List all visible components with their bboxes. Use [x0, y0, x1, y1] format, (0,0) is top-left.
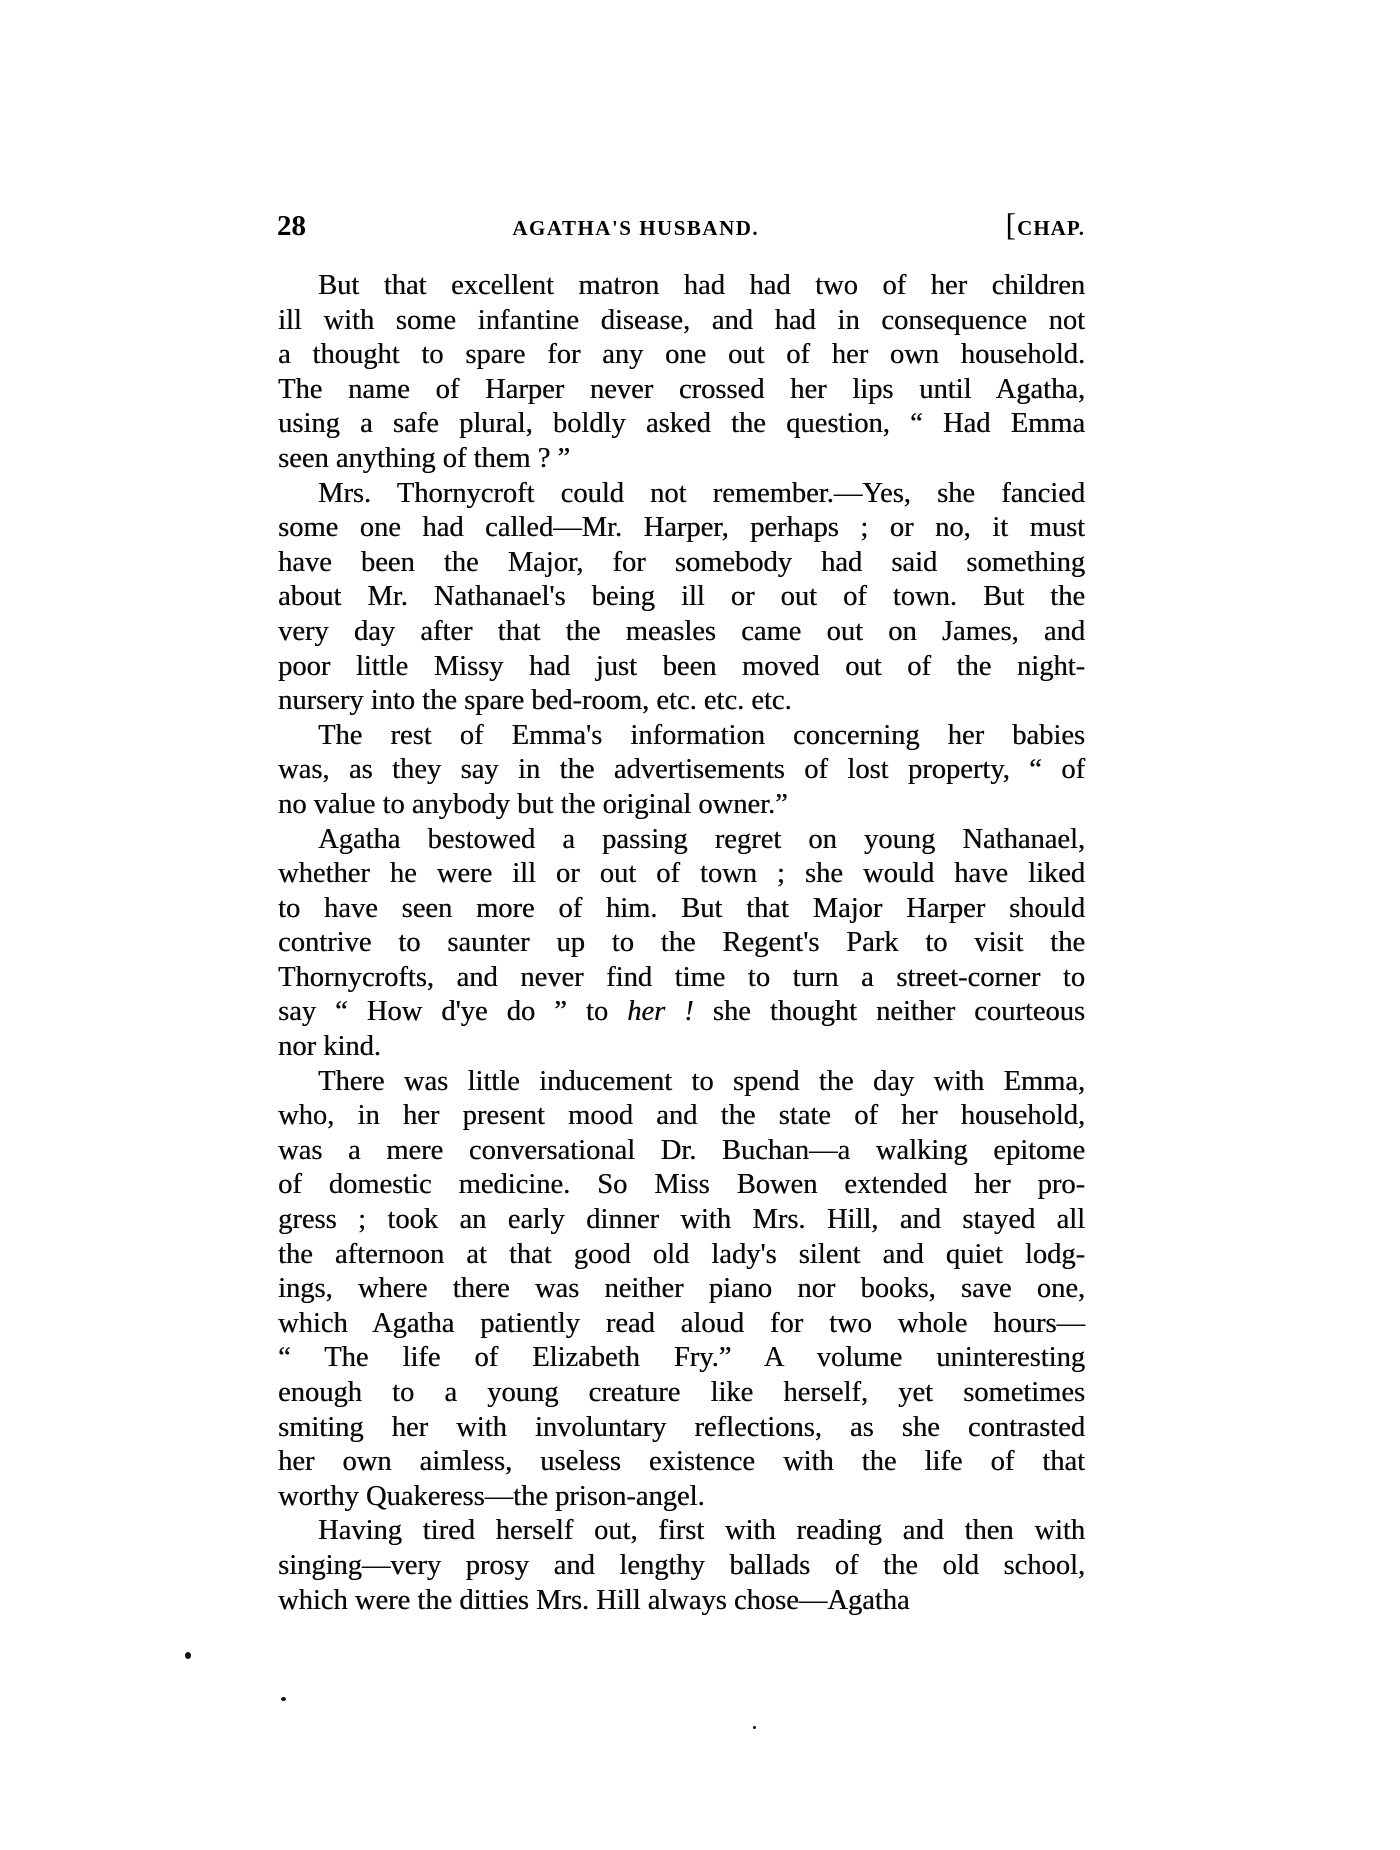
text-line	[278, 1030, 1085, 1065]
text-line	[278, 373, 1085, 408]
line-text: she thought neither courteous	[693, 996, 1085, 1028]
text-line	[278, 546, 1085, 581]
text-line	[278, 1341, 1085, 1376]
text-line	[278, 650, 1085, 685]
text-line	[278, 719, 1085, 754]
line-text: Thornycrofts, and never find time to turn a street-corner to	[278, 961, 1085, 993]
line-text: nursery into the spare bed-room, etc. etc. etc.	[278, 685, 792, 717]
line-text: her own aimless, useless existence with the life of that	[278, 1446, 1085, 1478]
line-text: smiting her with involuntary reflections, as she contrasted	[278, 1411, 1085, 1443]
text-line	[278, 442, 1085, 477]
line-text: whether he were ill or out of town ; she would have liked	[278, 858, 1085, 890]
line-text: gress ; took an early dinner with Mrs. Hill, and stayed all	[278, 1204, 1085, 1236]
line-text: contrive to saunter up to the Regent's Park to visit the	[278, 927, 1085, 959]
text-line	[278, 926, 1085, 961]
paragraph	[278, 1514, 1085, 1618]
line-text: a thought to spare for any one out of her own household.	[278, 339, 1085, 371]
line-text: which Agatha patiently read aloud for two whole hours—	[278, 1307, 1085, 1339]
text-line	[278, 1514, 1085, 1549]
line-text: worthy Quakeress—the prison-angel.	[278, 1480, 705, 1512]
line-text: say “ How d'ye do ” to	[278, 996, 628, 1028]
line-text: which were the ditties Mrs. Hill always chose—Agatha	[278, 1584, 910, 1616]
text-line	[278, 995, 1085, 1030]
text-line	[278, 511, 1085, 546]
line-text: was a mere conversational Dr. Buchan—a walking epitome	[278, 1134, 1085, 1166]
text-line	[278, 1065, 1085, 1100]
text-line	[278, 338, 1085, 373]
paragraph	[278, 477, 1085, 719]
page-number: 28	[277, 210, 306, 242]
text-line	[278, 1168, 1085, 1203]
text-line	[278, 580, 1085, 615]
scan-speck	[185, 1652, 191, 1659]
line-text: poor little Missy had just been moved out of the night-	[278, 650, 1085, 682]
bracket-glyph: [	[1005, 206, 1018, 242]
line-text: no value to anybody but the original owner.”	[278, 788, 788, 820]
text-line	[278, 1445, 1085, 1480]
line-text: ill with some infantine disease, and had in consequence not	[278, 304, 1085, 336]
scan-speck	[753, 1726, 756, 1729]
line-text: The rest of Emma's information concerning her babies	[318, 719, 1085, 751]
text-line	[278, 788, 1085, 823]
paragraph	[278, 269, 1085, 477]
text-line	[278, 1480, 1085, 1515]
text-line	[278, 857, 1085, 892]
running-head	[277, 207, 1085, 242]
italic-emphasis: her !	[627, 996, 694, 1028]
text-line	[278, 269, 1085, 304]
text-line	[278, 1134, 1085, 1169]
text-line	[278, 477, 1085, 512]
text-line	[278, 304, 1085, 339]
chapter-mark	[1006, 207, 1085, 246]
paragraph	[278, 719, 1085, 823]
text-line	[278, 892, 1085, 927]
line-text: “ The life of Elizabeth Fry.” A volume uninteresting	[278, 1342, 1085, 1374]
line-text: the afternoon at that good old lady's silent and quiet lodg-	[278, 1238, 1085, 1270]
line-text: seen anything of them ? ”	[278, 442, 571, 474]
text-line	[278, 1549, 1085, 1584]
text-line	[278, 961, 1085, 996]
body-text	[278, 269, 1085, 1618]
text-line	[278, 1307, 1085, 1342]
line-text: But that excellent matron had had two of her children	[318, 270, 1085, 301]
text-line	[278, 1411, 1085, 1446]
line-text: singing—very prosy and lengthy ballads of the old school,	[278, 1549, 1085, 1581]
text-line	[278, 1203, 1085, 1238]
text-line	[278, 753, 1085, 788]
line-text: was, as they say in the advertisements of lost property, “ of	[278, 754, 1085, 786]
line-text: to have seen more of him. But that Major Harper should	[278, 892, 1085, 924]
line-text: have been the Major, for somebody had said something	[278, 546, 1085, 578]
paragraph	[278, 823, 1085, 1065]
line-text: some one had called—Mr. Harper, perhaps ; or no, it must	[278, 512, 1085, 544]
paragraph	[278, 1065, 1085, 1515]
line-text: ings, where there was neither piano nor books, save one,	[278, 1273, 1085, 1305]
text-line	[278, 1584, 1085, 1619]
text-line	[278, 1099, 1085, 1134]
line-text: There was little inducement to spend the day with Emma,	[318, 1065, 1085, 1097]
chapter-label: CHAP.	[1017, 216, 1085, 240]
text-line	[278, 1376, 1085, 1411]
text-line	[278, 615, 1085, 650]
line-text: The name of Harper never crossed her lips until Agatha,	[278, 373, 1085, 405]
running-title: AGATHA'S HUSBAND.	[512, 216, 760, 240]
line-text: very day after that the measles came out on James, and	[278, 615, 1085, 647]
text-line	[278, 684, 1085, 719]
line-text: using a safe plural, boldly asked the question, “ Had Emma	[278, 408, 1085, 440]
line-text: about Mr. Nathanael's being ill or out of town. But the	[278, 581, 1085, 613]
text-line	[278, 1238, 1085, 1273]
line-text: Agatha bestowed a passing regret on young Nathanael,	[318, 823, 1085, 855]
text-line	[278, 1272, 1085, 1307]
scan-speck	[281, 1697, 286, 1701]
line-text: nor kind.	[278, 1031, 381, 1063]
line-text: Mrs. Thornycroft could not remember.—Yes, she fancied	[318, 477, 1085, 509]
line-text: enough to a young creature like herself, yet sometimes	[278, 1377, 1085, 1408]
text-line	[278, 823, 1085, 858]
text-line	[278, 407, 1085, 442]
line-text: who, in her present mood and the state of her household,	[278, 1100, 1085, 1132]
line-text: Having tired herself out, first with reading and then with	[318, 1515, 1085, 1547]
line-text: of domestic medicine. So Miss Bowen extended her pro-	[278, 1169, 1085, 1201]
